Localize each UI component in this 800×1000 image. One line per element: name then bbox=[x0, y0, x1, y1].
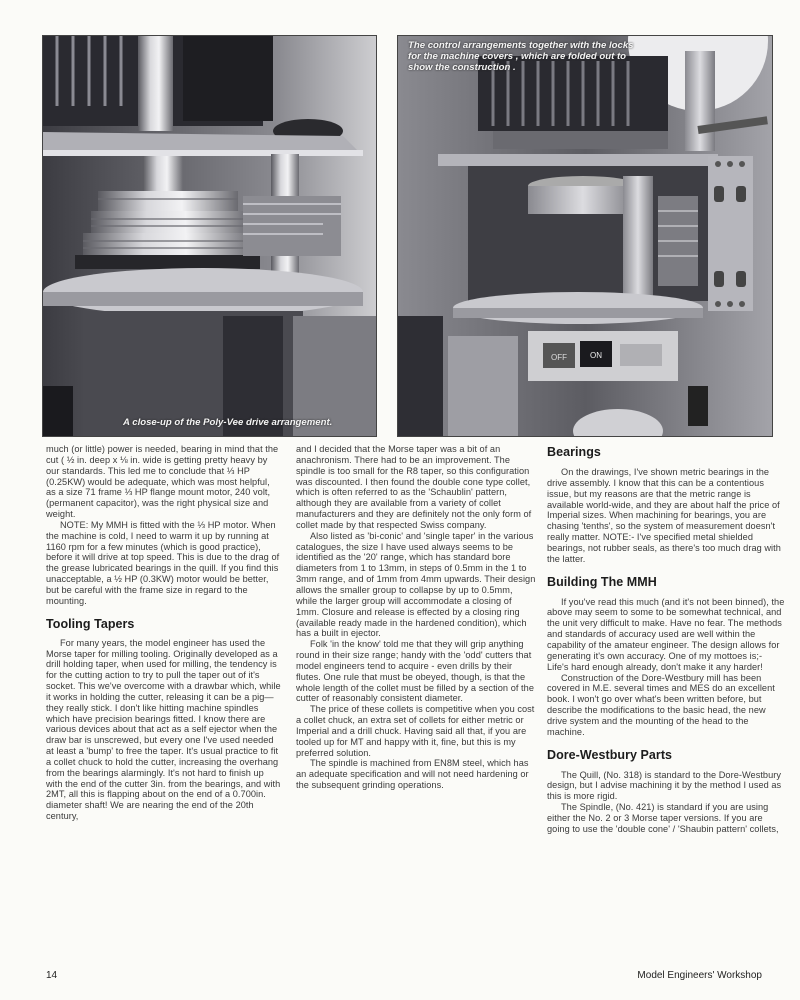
page-number: 14 bbox=[46, 970, 58, 981]
photo-poly-vee-drive bbox=[42, 35, 377, 437]
paragraph: NOTE: My MMH is fitted with the ⅓ HP motor. When the machine is cold, I need to warm it up by running at 1160 rpm for a few minutes (which is good practice), before it will drive at top speed. This is due to the drag of the grease lubricated bearings in the quill. If you find this unacceptable, a ½ HP (0.3KW) motor would be better, but be careful with the frame size in regard to the mounting. bbox=[46, 519, 280, 606]
paragraph: The price of these collets is competitive when you cost a collet chuck, an extra set of collets for either metric or Imperial and a drill chuck. Having said all that, if you are tooled up for MT and happy with it, fine, but this is my preferred solution. bbox=[296, 704, 535, 758]
heading-tooling-tapers: Tooling Tapers bbox=[46, 616, 135, 631]
heading-building-the-mmh: Building The MMH bbox=[547, 574, 657, 589]
paragraph: For many years, the model engineer has used the Morse taper for milling tooling. Originally developed as a drill holding taper, when used for milling, the tendency is for the cutting action to try to pull the taper out of it's socket. This we've overcome with a drawbar which, while it works in holding the cutter, releasing it can be a pig— they really stick. I don't like hitting machine spindles which have precision bearings fitted. I know there are various devices about that act as a self ejector when the draw bar is unscrewed, but every one I've used needed at least a 'bump' to free the taper. It's usual practice to fit a collet chuck to hold the cutter, increasing the overhang from the bearings alarmingly. It's not hard to finish up with the end of the cutter 3in. from the bearings, and with 2MT, all this is flapping about on the end of a 0.700in. diameter shaft! We are nearing the end of the 20th century, bbox=[46, 637, 281, 822]
photo-caption-right: The control arrangements together with the locks for the machine covers , which are folded out to show the construction . bbox=[408, 40, 634, 73]
on-switch-label: ON bbox=[590, 351, 602, 360]
paragraph: If you've read this much (and it's not been binned), the above may seem to some to be somewhat technical, and the unit very difficult to make. Have no fear. The methods and standards of accuracy used are well within the capability of the amateur engineer. The design allows for generating it's own accuracy. One of my mottoes is;- Life's hard enough already, don't make it any harder! bbox=[547, 596, 785, 672]
poly-vee-drive-illustration bbox=[43, 36, 377, 437]
control-arrangement-illustration bbox=[398, 36, 773, 437]
heading-bearings: Bearings bbox=[547, 445, 601, 459]
paragraph: The Quill, (No. 318) is standard to the Dore-Westbury design, but I advise machining it by the method I used as this is more rigid. bbox=[547, 769, 782, 802]
paragraph: Also listed as 'bi-conic' and 'single taper' in the various catalogues, the size I have used always seems to be identified as the '20' range, which has standard bore diameters from 1 to 13mm, in steps of 0.5mm in the 1 to 3mm range, and of 1mm from 4mm upwards. Their design allows the smaller group to collapse by up to 0.5mm, while the larger group will accommodate a closing of 1mm. Closure and release is effected by a closing ring (available ready made in the hardened condition), which has a built in ejector. bbox=[296, 530, 536, 639]
paragraph: The Spindle, (No. 421) is standard if you are using either the No. 2 or 3 Morse taper versions. If you are going to use the 'double cone' / 'Shaubin pattern' collets, bbox=[547, 802, 779, 834]
paragraph: Folk 'in the know' told me that they will grip anything round in their size range; handy with the 'odd' cutters that model engineers tend to acquire - even drills by their flutes. One rule that must be obeyed, though, is that the whole length of the collet must be filled by a section of the cutter of reasonably consistent diameter. bbox=[296, 639, 534, 704]
magazine-name: Model Engineers' Workshop bbox=[637, 970, 762, 981]
paragraph: On the drawings, I've shown metric bearings in the drive assembly. I know that this can be a contentious issue, but my reasons are that the metric range is available world-wide, and they are about half the price of Imperial sizes. When machining for bearings, you are chasing 'tenths', so the system of measurement doesn't really matter. NOTE:- I've specified metal shielded bearings, not rubber seals, as there's too much drag with the latter. bbox=[547, 467, 781, 564]
heading-dore-westbury-parts: Dore-Westbury Parts bbox=[547, 747, 673, 762]
paragraph: Construction of the Dore-Westbury mill has been covered in M.E. several times and MES do an excellent book. I won't go over what's been written before, but describe the modifications to the basic head, the new drive system and the mounting of the head to the machine. bbox=[547, 672, 775, 737]
off-switch-label: OFF bbox=[551, 353, 567, 362]
paragraph: and I decided that the Morse taper was a bit of an anachronism. There had to be an improvement. The spindle is too small for the R8 taper, so this configuration was discounted. I then found the double cone type collet, which is often referred to as the 'Schaublin' pattern, although they are available from a variety of collet manufacturers and they are definitely not the only form of collet made by that respected Swiss company. bbox=[296, 444, 532, 530]
text-column-3 bbox=[547, 444, 785, 835]
text-column-2 bbox=[296, 444, 536, 791]
paragraph: much (or little) power is needed, bearing in mind that the cut ( ½ in. deep x ⅛ in. wide is getting pretty heavy by our standards. This led me to conclude that ⅓ HP (0.25KW) would be adequate, which was most helpful, as a size 71 frame ⅓ HP flange mount motor, 240 volt, (permanent capacitor), was the right physical size and weight. bbox=[46, 444, 279, 520]
text-column-1 bbox=[46, 444, 282, 822]
photo-control-arrangements bbox=[397, 35, 773, 437]
photo-caption-left: A close-up of the Poly-Vee drive arrangement. bbox=[123, 417, 333, 428]
paragraph: The spindle is machined from EN8M steel, which has an adequate specification and will not need hardening or the subsequent grinding operations. bbox=[296, 758, 529, 791]
